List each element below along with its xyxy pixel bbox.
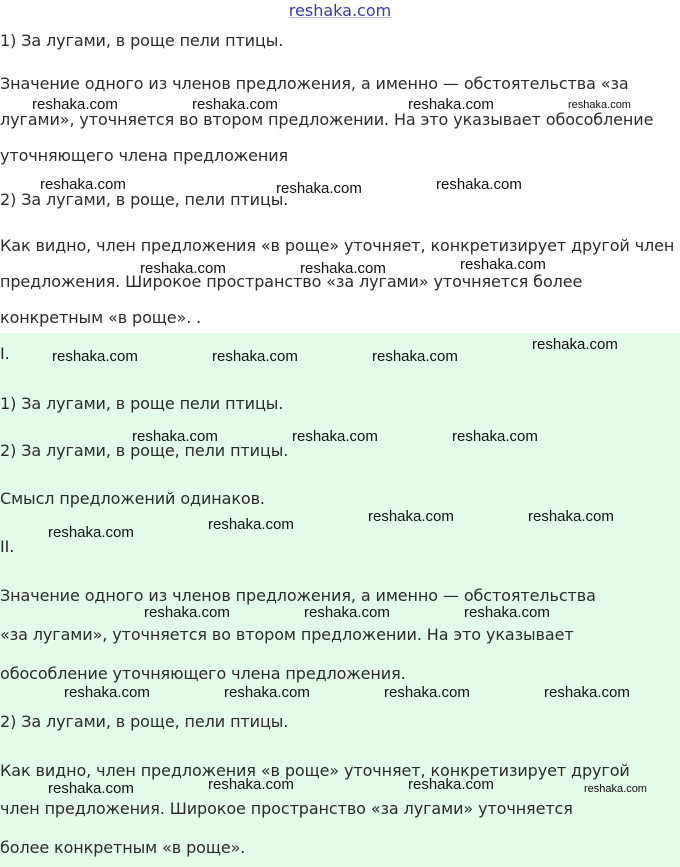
watermark: reshaka.com [208,516,294,533]
watermark: reshaka.com [40,176,126,193]
explanation-line-5: предложения. Широкое пространство «за лугами» уточняется более [0,272,583,291]
watermark: reshaka.com [300,260,386,277]
answer-explanation-line-3: обособление уточняющего члена предложения. [0,664,406,683]
watermark: reshaka.com [208,776,294,793]
answer-sentence-3: 2) За лугами, в роще, пели птицы. [0,712,289,731]
site-title-link[interactable]: reshaka.com [288,1,392,20]
watermark: reshaka.com [224,684,310,701]
watermark: reshaka.com [304,604,390,621]
watermark: reshaka.com [32,96,118,113]
example-sentence-2: 2) За лугами, в роще, пели птицы. [0,190,289,209]
example-sentence-1: 1) За лугами, в роще пели птицы. [0,31,284,50]
section-roman-2: II. [0,537,15,556]
watermark: reshaka.com [460,256,546,273]
answer-conclusion: Смысл предложений одинаков. [0,489,265,508]
answer-explanation-line-1: Значение одного из членов предложения, а именно — обстоятельства [0,586,596,605]
watermark: reshaka.com [212,348,298,365]
watermark: reshaka.com [584,783,647,795]
answer-explanation-line-5: член предложения. Широкое пространство «за лугами» уточняется [0,799,573,818]
explanation-line-4: Как видно, член предложения «в роще» уточняет, конкретизирует другой член [0,236,675,255]
watermark: reshaka.com [408,96,494,113]
watermark: reshaka.com [408,776,494,793]
watermark: reshaka.com [384,684,470,701]
watermark: reshaka.com [276,180,362,197]
watermark: reshaka.com [368,508,454,525]
answer-explanation-line-6: более конкретным «в роще». [0,838,246,857]
answer-explanation-line-2: «за лугами», уточняется во втором предложении. На это указывает [0,625,574,644]
watermark: reshaka.com [48,524,134,541]
watermark: reshaka.com [48,780,134,797]
watermark: reshaka.com [568,99,631,111]
watermark: reshaka.com [372,348,458,365]
watermark: reshaka.com [192,96,278,113]
watermark: reshaka.com [52,348,138,365]
explanation-line-2: лугами», уточняется во втором предложении. На это указывает обособление [0,110,654,129]
watermark: reshaka.com [140,260,226,277]
watermark: reshaka.com [132,428,218,445]
watermark: reshaka.com [64,684,150,701]
answer-sentence-2: 2) За лугами, в роще, пели птицы. [0,441,289,460]
section-roman-1: I. [0,344,10,363]
watermark: reshaka.com [144,604,230,621]
watermark: reshaka.com [532,336,618,353]
explanation-line-1: Значение одного из членов предложения, а именно — обстоятельства «за [0,74,629,93]
explanation-line-3: уточняющего члена предложения [0,146,289,165]
answer-explanation-line-4: Как видно, член предложения «в роще» уточняет, конкретизирует другой [0,761,630,780]
answer-sentence-1: 1) За лугами, в роще пели птицы. [0,394,284,413]
watermark: reshaka.com [528,508,614,525]
watermark: reshaka.com [436,176,522,193]
explanation-line-6: конкретным «в роще». . [0,308,202,327]
site-header [0,0,680,28]
watermark: reshaka.com [452,428,538,445]
watermark: reshaka.com [292,428,378,445]
watermark: reshaka.com [464,604,550,621]
watermark: reshaka.com [544,684,630,701]
